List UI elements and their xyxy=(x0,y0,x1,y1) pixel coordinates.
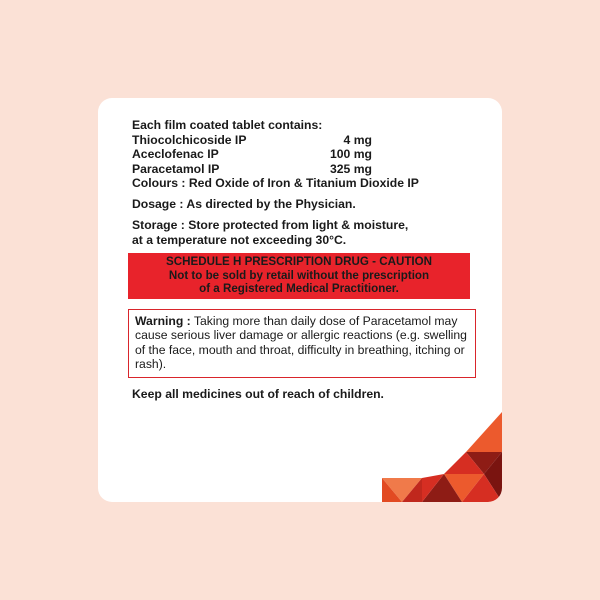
storage-line-2: at a temperature not exceeding 30°C. xyxy=(132,232,347,247)
schedule-line: Not to be sold by retail without the prescription xyxy=(168,268,430,282)
schedule-h-banner xyxy=(128,253,470,299)
ingredient-name: Paracetamol IP xyxy=(132,161,220,176)
ingredient-name: Aceclofenac IP xyxy=(132,147,219,161)
warning-box xyxy=(128,309,476,378)
composition-heading: Each film coated tablet contains: xyxy=(132,118,323,132)
label-card xyxy=(98,98,502,502)
composition-row xyxy=(132,147,472,162)
ingredient-qty: 325 mg xyxy=(329,161,372,176)
colours-line: Colours : Red Oxide of Iron & Titanium Dioxide IP xyxy=(132,176,419,190)
ingredient-qty: 100 mg xyxy=(329,147,372,161)
composition-row xyxy=(132,162,472,177)
dosage-line: Dosage : As directed by the Physician. xyxy=(132,196,356,211)
schedule-title: SCHEDULE H PRESCRIPTION DRUG - CAUTION xyxy=(165,255,433,268)
warning-label: Warning : xyxy=(135,313,191,328)
ingredient-qty: 4 mg xyxy=(343,132,372,147)
schedule-line-2: of a Registered Medical Practitioner. xyxy=(199,282,399,295)
composition-row xyxy=(132,133,472,148)
triangle-pattern-decoration xyxy=(382,412,502,502)
keep-away-notice: Keep all medicines out of reach of children. xyxy=(132,386,384,401)
ingredient-name: Thiocolchicoside IP xyxy=(132,132,247,147)
label-content xyxy=(132,118,472,401)
warning-text: Taking more than daily dose of Paracetamol may cause serious liver damage or allergic reactions (e.g. swelling of the face, mouth and throat, difficulty in breathing, itching or rash). xyxy=(135,313,467,371)
storage-line: Storage : Store protected from light & moisture, xyxy=(132,218,409,232)
